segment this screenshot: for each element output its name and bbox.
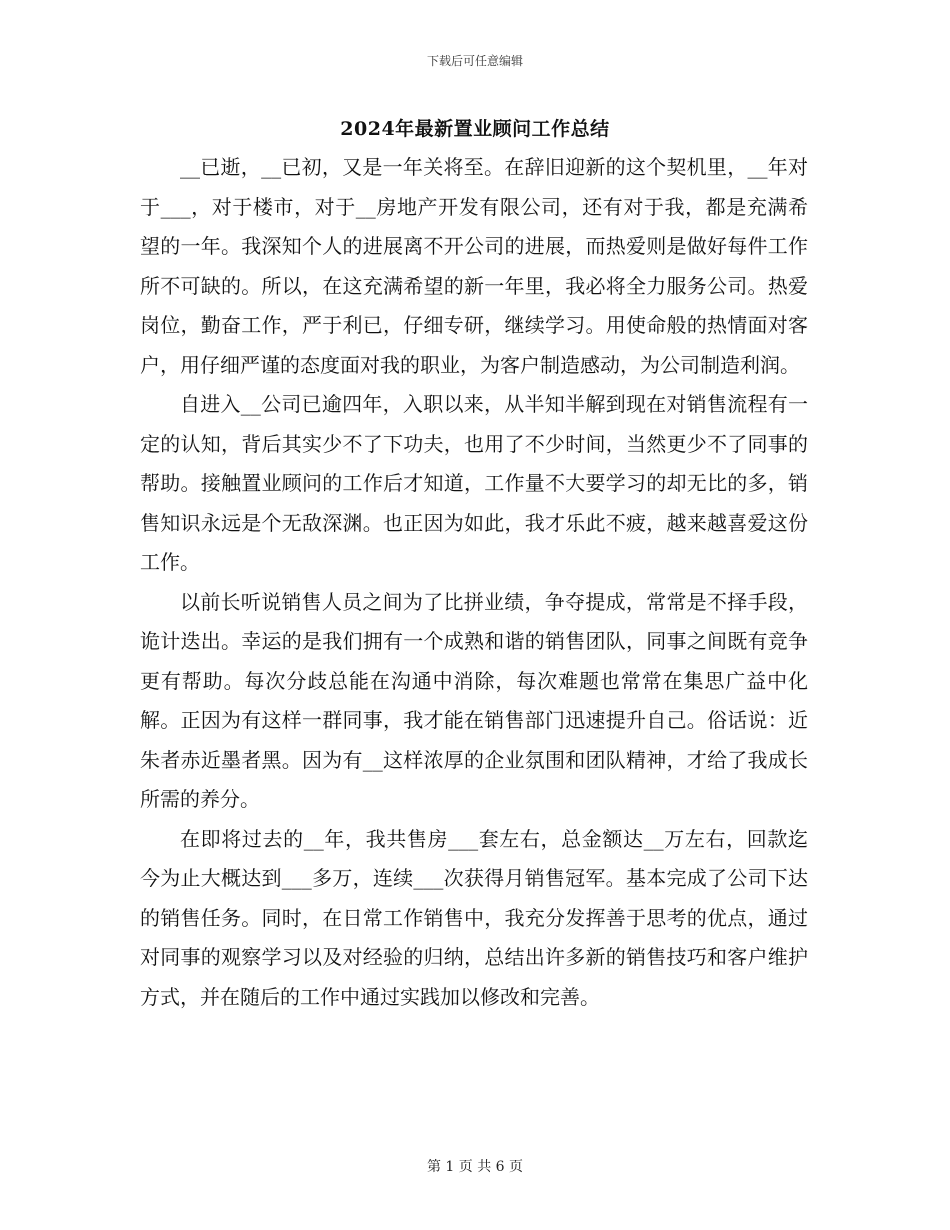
paragraph-2: 自进入__公司已逾四年，入职以来，从半知半解到现在对销售流程有一定的认知，背后其实少不了下功夫，也用了不少时间，当然更少不了同事的帮助。接触置业顾问的工作后才知道，工作量不大要学习的却无比的多，销售知识永远是个无敌深渊。也正因为如此，我才乐此不疲，越来越喜爱这份工作。 xyxy=(140,392,808,574)
page-footer: 第 1 页 共 6 页 xyxy=(426,1159,524,1175)
document-body xyxy=(140,148,808,1017)
document-title: 2024年最新置业顾问工作总结 xyxy=(340,118,610,140)
paragraph-3: 以前长听说销售人员之间为了比拼业绩，争夺提成，常常是不择手段，诡计迭出。幸运的是我们拥有一个成熟和谐的销售团队，同事之间既有竞争更有帮助。每次分歧总能在沟通中消除，每次难题也常常在集思广益中化解。正因为有这样一群同事，我才能在销售部门迅速提升自己。俗话说：近朱者赤近墨者黑。因为有__这样浓厚的企业氛围和团队精神，才给了我成长所需的养分。 xyxy=(140,589,808,811)
header-note: 下载后可任意编辑 xyxy=(426,54,523,68)
paragraph-4: 在即将过去的__年，我共售房___套左右，总金额达__万左右，回款迄今为止大概达到___多万，连续___次获得月销售冠军。基本完成了公司下达的销售任务。同时，在日常工作销售中，我充分发挥善于思考的优点，通过对同事的观察学习以及对经验的归纳，总结出许多新的销售技巧和客户维护方式，并在随后的工作中通过实践加以修改和完善。 xyxy=(140,826,808,1009)
paragraph-1: __已逝，__已初，又是一年关将至。在辞旧迎新的这个契机里，__年对于___，对于楼市，对于__房地产开发有限公司，还有对于我，都是充满希望的一年。我深知个人的进展离不开公司的进展，而热爱则是做好每件工作所不可缺的。所以，在这充满希望的新一年里，我必将全力服务公司。热爱岗位，勤奋工作，严于利已，仔细专研，继续学习。用使命般的热情面对客户，用仔细严谨的态度面对我的职业，为客户制造感动，为公司制造利润。 xyxy=(140,155,808,377)
